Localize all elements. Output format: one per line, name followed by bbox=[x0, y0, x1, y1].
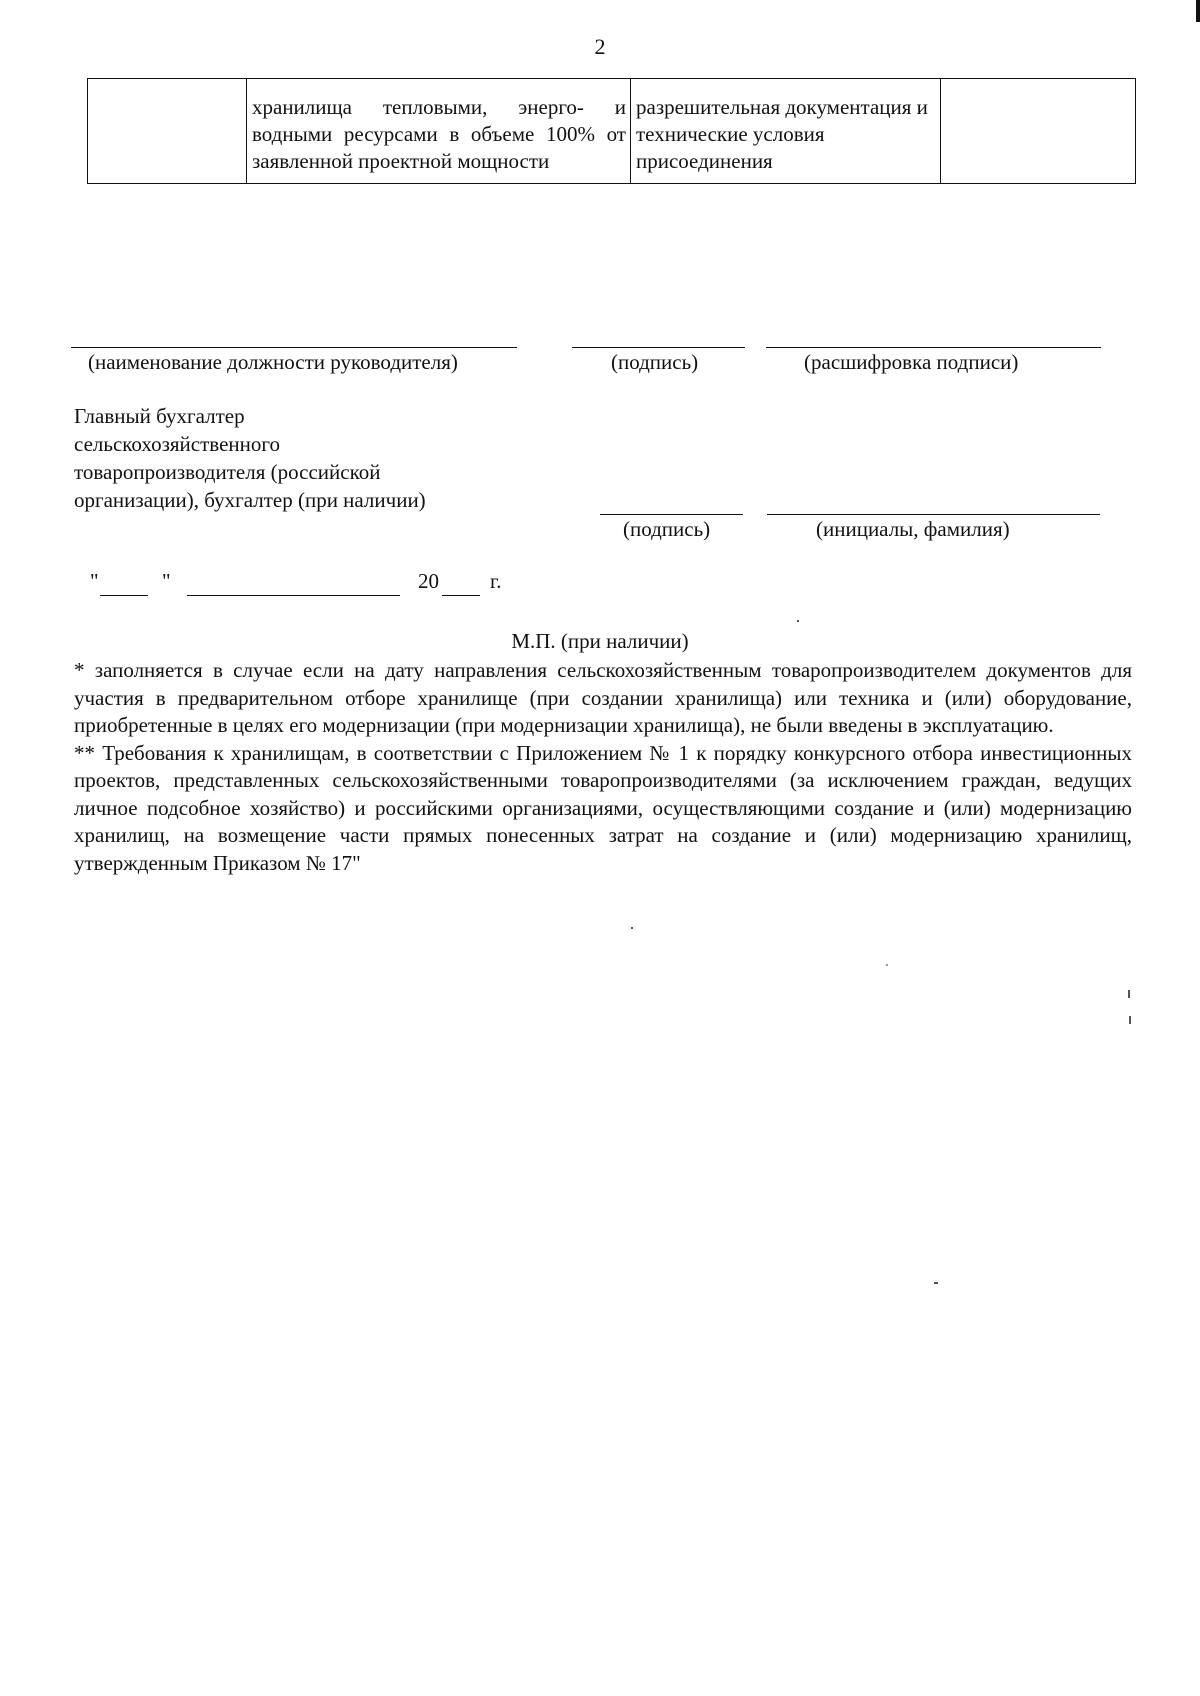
decoding-line bbox=[766, 347, 1101, 348]
table-cell-number bbox=[88, 79, 247, 184]
scan-speck bbox=[886, 964, 888, 966]
year-prefix: 20 bbox=[418, 569, 439, 593]
scan-speck bbox=[1129, 1016, 1131, 1024]
table-row bbox=[88, 79, 1136, 184]
table-cell-requirement: хранилища тепловыми, энерго- и водными ресурсами в объеме 100% от заявленной проектной мощности bbox=[247, 79, 631, 184]
date-open-quote: " bbox=[90, 569, 99, 593]
scan-speck bbox=[797, 620, 799, 622]
continuation-table bbox=[87, 78, 1136, 184]
accountant-line: сельскохозяйственного bbox=[74, 432, 280, 456]
table-cell-documents: разрешительная документация и технические условия присоединения bbox=[631, 79, 941, 184]
accountant-title bbox=[74, 402, 514, 514]
accountant-line: товаропроизводителя (российской bbox=[74, 460, 381, 484]
seal-mark: М.П. (при наличии) bbox=[511, 629, 689, 653]
month-blank bbox=[187, 595, 400, 596]
day-blank bbox=[100, 595, 148, 596]
scan-speck bbox=[934, 1282, 938, 1284]
accountant-signature-caption: (подпись) bbox=[623, 517, 711, 541]
table-cell-note bbox=[941, 79, 1136, 184]
page-number: 2 bbox=[594, 34, 606, 59]
scan-speck bbox=[1128, 990, 1130, 998]
accountant-line: организации), бухгалтер (при наличии) bbox=[74, 488, 426, 512]
scan-speck bbox=[631, 927, 633, 929]
year-suffix: г. bbox=[490, 569, 502, 593]
decoding-caption: (расшифровка подписи) bbox=[804, 350, 1019, 374]
footnote: ** Требования к хранилищам, в соответствии с Приложением № 1 к порядку конкурсного отбора инвестиционных проектов, представленных сельскохозяйственными товаропроизводителями (за исключением граждан, ведущих личное подсобное хозяйство) и российскими организациями, осуществляющими создание и (или) модернизацию хранилищ, на возмещение части прямых понесенных затрат на создание и (или) модернизацию хранилищ, утвержденным Приказом № 17" bbox=[74, 740, 1132, 875]
accountant-name-line bbox=[767, 514, 1100, 515]
position-caption: (наименование должности руководителя) bbox=[88, 350, 458, 374]
signature-line bbox=[572, 347, 745, 348]
date-close-quote: " bbox=[162, 569, 171, 593]
footnotes bbox=[74, 657, 1132, 877]
accountant-name-caption: (инициалы, фамилия) bbox=[816, 517, 1010, 541]
year-blank bbox=[442, 595, 480, 596]
position-line bbox=[71, 347, 517, 348]
scan-edge-mark bbox=[1196, 0, 1200, 22]
accountant-signature-line bbox=[600, 514, 743, 515]
signature-caption: (подпись) bbox=[611, 350, 699, 374]
footnote: * заполняется в случае если на дату направления сельскохозяйственным товаропроизводителем документов для участия в предварительном отборе хранилище (при создании хранилища) или техника и (или) оборудование, приобретенные в целях его модернизации (при модернизации хранилища), не были введены в эксплуатацию. bbox=[74, 658, 1132, 737]
accountant-line: Главный бухгалтер bbox=[74, 404, 245, 428]
